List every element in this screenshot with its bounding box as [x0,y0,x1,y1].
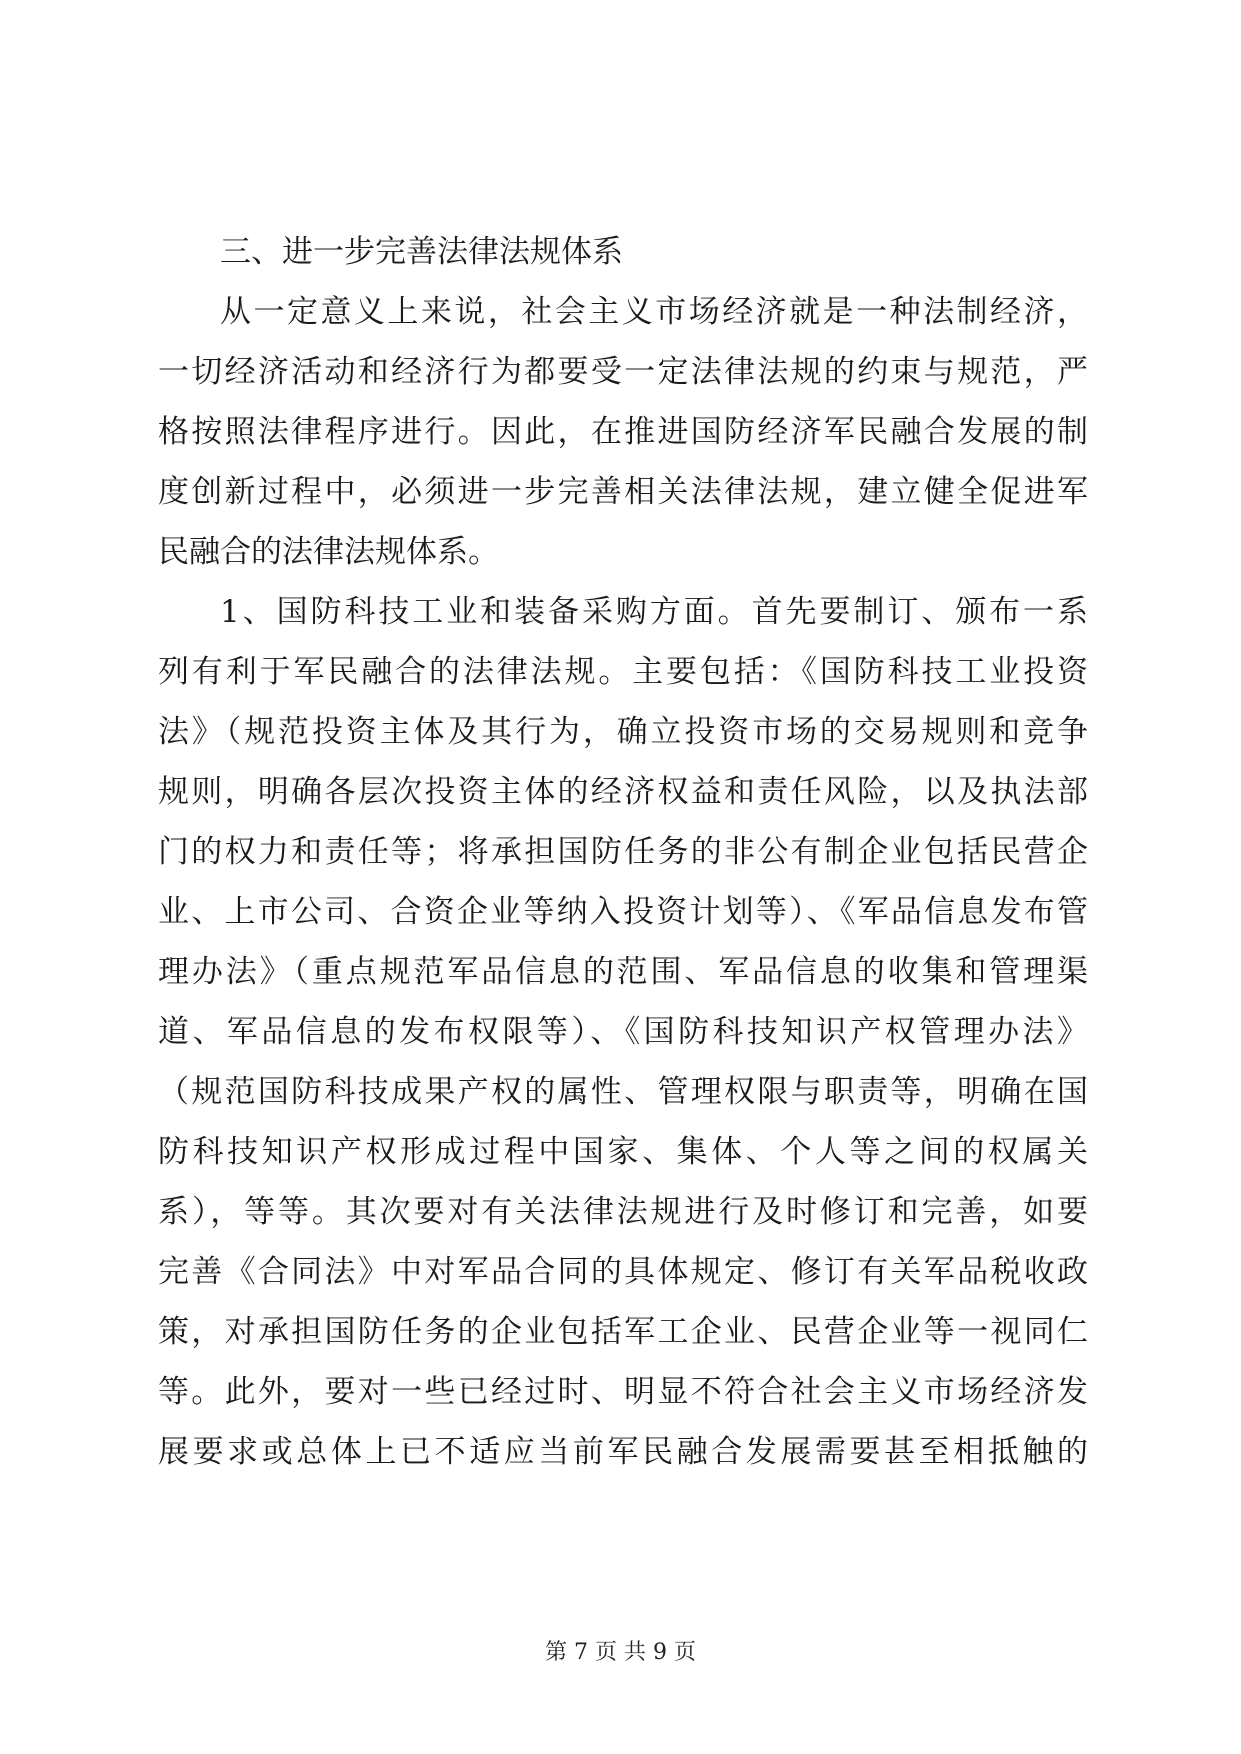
paragraph-line: 门的权力和责任等；将承担国防任务的非公有制企业包括民营企 [158,834,1088,870]
paragraph-line: 一切经济活动和经济行为都要受一定法律法规的约束与规范，严 [158,354,1088,390]
paragraph-line: 完善《合同法》中对军品合同的具体规定、修订有关军品税收政 [158,1254,1088,1290]
paragraph-line: 道、军品信息的发布权限等）、《国防科技知识产权管理办法》 [158,1014,1088,1050]
paragraph-line: 法》（规范投资主体及其行为，确立投资市场的交易规则和竞争 [158,714,1088,750]
paragraph-line: 理办法》（重点规范军品信息的范围、军品信息的收集和管理渠 [158,954,1088,990]
paragraph-line: （规范国防科技成果产权的属性、管理权限与职责等，明确在国 [158,1074,1088,1110]
paragraph-line: 规则，明确各层次投资主体的经济权益和责任风险，以及执法部 [158,774,1088,810]
paragraph-line: 系），等等。其次要对有关法律法规进行及时修订和完善，如要 [158,1194,1088,1230]
paragraph-line: 列有利于军民融合的法律法规。主要包括：《国防科技工业投资 [158,654,1088,690]
paragraph-line: 1、国防科技工业和装备采购方面。首先要制订、颁布一系 [220,594,1088,630]
section-heading: 三、进一步完善法律法规体系 [220,234,623,270]
paragraph-line: 等。此外，要对一些已经过时、明显不符合社会主义市场经济发 [158,1374,1088,1410]
paragraph-line: 防科技知识产权形成过程中国家、集体、个人等之间的权属关 [158,1134,1088,1170]
paragraph-line: 业、上市公司、合资企业等纳入投资计划等）、《军品信息发布管 [158,894,1088,930]
paragraph-line: 度创新过程中，必须进一步完善相关法律法规，建立健全促进军 [158,474,1088,510]
paragraph-line: 展要求或总体上已不适应当前军民融合发展需要甚至相抵触的 [158,1434,1088,1470]
paragraph-line: 策，对承担国防任务的企业包括军工企业、民营企业等一视同仁 [158,1314,1088,1350]
paragraph-line: 从一定意义上来说，社会主义市场经济就是一种法制经济， [220,294,1088,330]
page-number-footer: 第 7 页 共 9 页 [545,1640,696,1665]
paragraph-line: 民融合的法律法规体系。 [158,534,499,570]
paragraph-line: 格按照法律程序进行。因此，在推进国防经济军民融合发展的制 [158,414,1088,450]
